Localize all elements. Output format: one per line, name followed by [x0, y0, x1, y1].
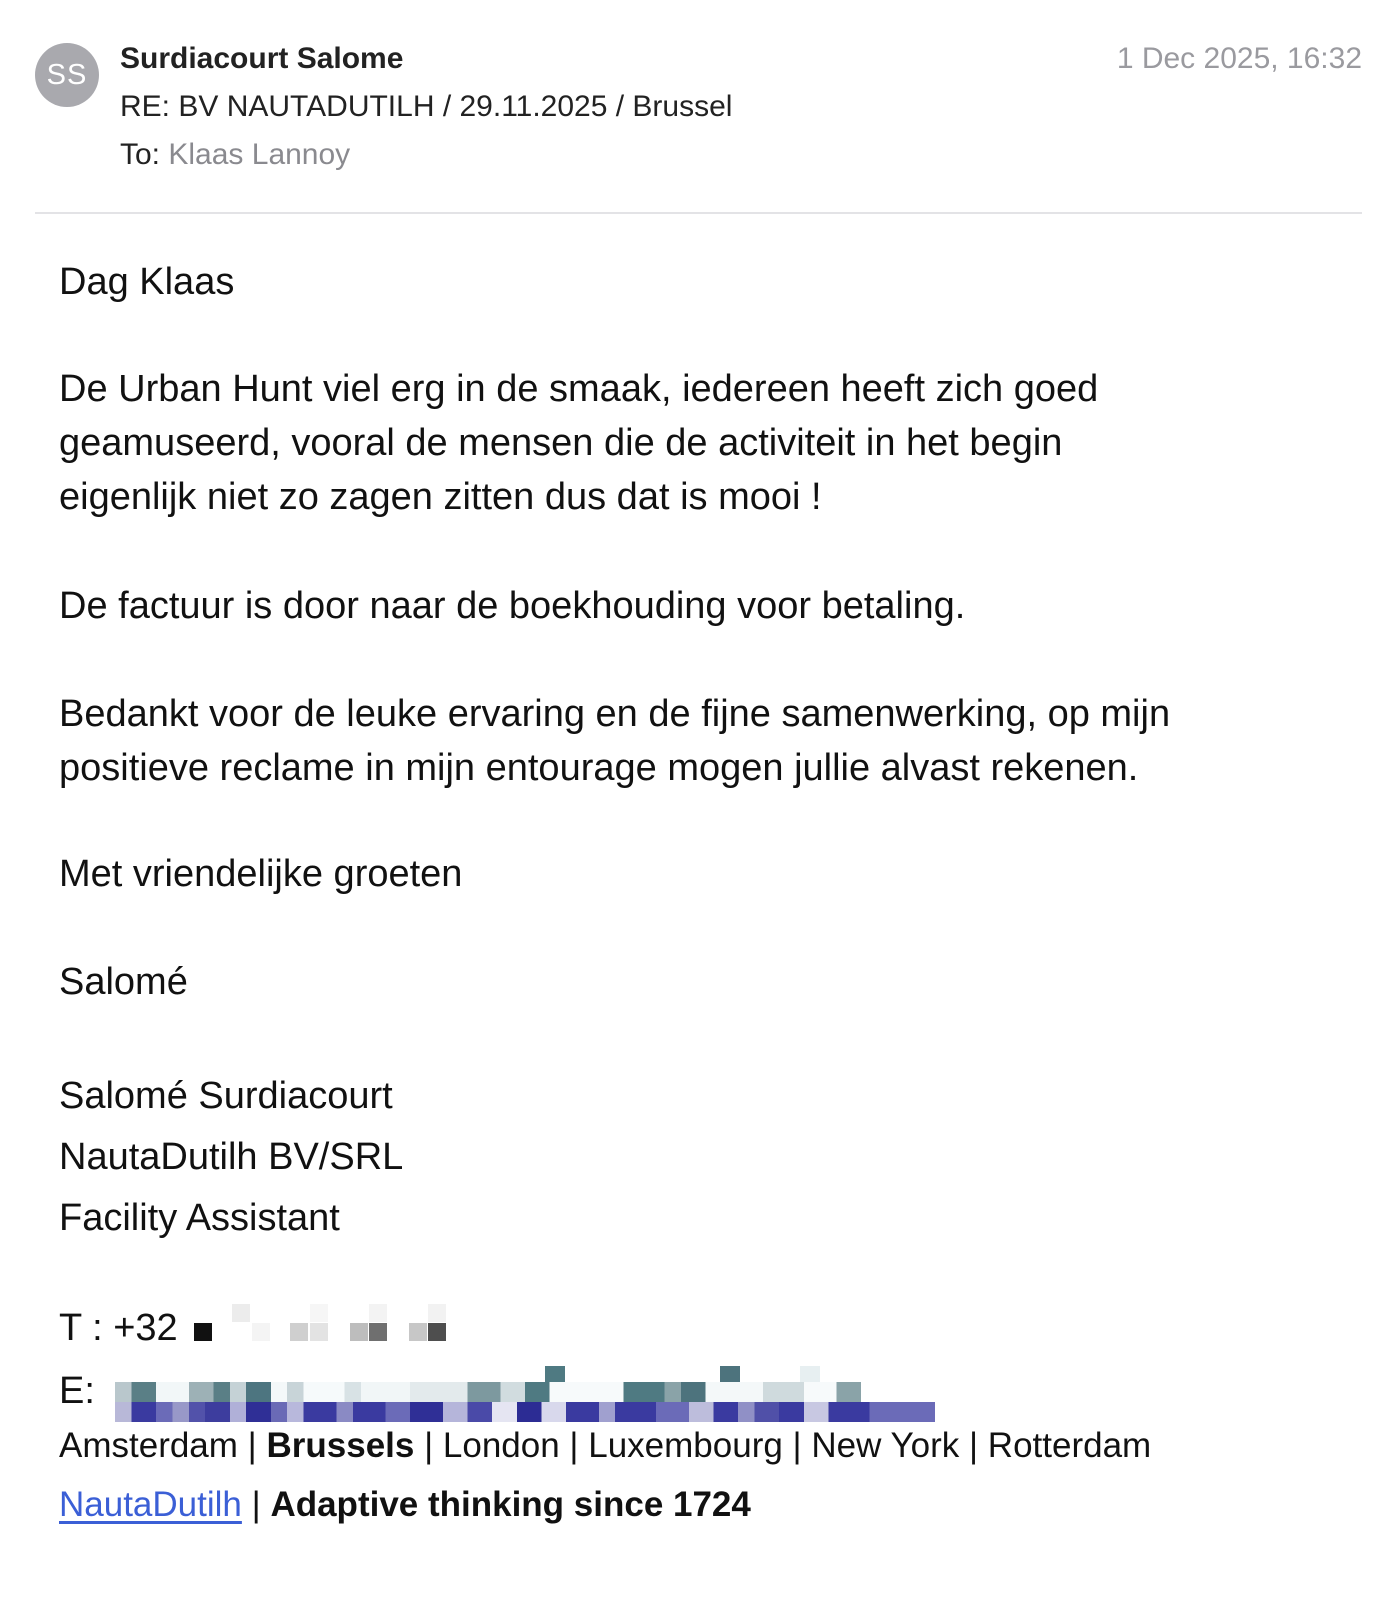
paragraph-invoice: De factuur is door naar de boekhouding voor betaling. [59, 585, 966, 627]
signoff-first-name: Salomé [59, 961, 188, 1003]
pixel-block [545, 1366, 565, 1382]
greeting: Dag Klaas [59, 261, 235, 303]
office-separator: | [959, 1426, 988, 1465]
pixel-block [369, 1304, 387, 1322]
paragraph-line: Bedankt voor de leuke ervaring en de fijne samenwerking, op mijn [59, 693, 1171, 735]
paragraph-line: eigenlijk niet zo zagen zitten dus dat is mooi ! [59, 476, 822, 518]
pixel-block [252, 1323, 270, 1341]
pixel-block [310, 1323, 328, 1341]
signature-full-name: Salomé Surdiacourt [59, 1075, 393, 1117]
phone-label: T : +32 [59, 1307, 178, 1349]
pixel-block [428, 1304, 446, 1322]
tagline-text: Adaptive thinking since 1724 [270, 1485, 751, 1524]
paragraph-line: geamuseerd, vooral de mensen die de activiteit in het begin [59, 422, 1063, 464]
email-header [0, 0, 1394, 214]
paragraph-line: positieve reclame in mijn entourage mogen jullie alvast rekenen. [59, 747, 1139, 789]
tagline-separator: | [241, 1485, 271, 1524]
signature-company: NautaDutilh BV/SRL [59, 1136, 404, 1178]
recipient-line [120, 138, 350, 172]
header-divider [35, 212, 1362, 214]
paragraph-line: De Urban Hunt viel erg in de smaak, iedereen heeft zich goed [59, 368, 1099, 410]
pixel-block [428, 1323, 446, 1341]
office-locations [59, 1426, 1151, 1466]
email-date: 1 Dec 2025, 16:32 [1116, 42, 1362, 75]
sender-name[interactable]: Surdiacourt Salome [120, 42, 404, 75]
office-brussels: Brussels [266, 1426, 415, 1465]
avatar-initials: SS [46, 58, 88, 91]
pixel-block [290, 1323, 308, 1341]
nautadutilh-link[interactable]: NautaDutilh [59, 1485, 242, 1524]
signature-phone [59, 1307, 178, 1350]
closing: Met vriendelijke groeten [59, 853, 463, 895]
office-separator: | [237, 1426, 267, 1465]
office-separator: | [782, 1426, 812, 1465]
office-luxembourg: Luxembourg [588, 1426, 783, 1465]
to-label: To: [120, 138, 161, 171]
pixel-block [232, 1304, 250, 1322]
pixel-block [720, 1366, 740, 1382]
office-rotterdam: Rotterdam [987, 1426, 1152, 1465]
pixel-block [194, 1323, 212, 1341]
office-amsterdam: Amsterdam [59, 1426, 238, 1465]
pixel-block [409, 1323, 427, 1341]
signature-tagline [59, 1485, 751, 1525]
email-label: E: [59, 1370, 95, 1412]
office-separator: | [559, 1426, 589, 1465]
email-subject: RE: BV NAUTADUTILH / 29.11.2025 / Brussel [120, 90, 733, 123]
office-new-york: New York [811, 1426, 960, 1465]
sender-avatar[interactable] [35, 43, 99, 107]
pixel-block [350, 1323, 368, 1341]
pixel-strip [115, 1402, 935, 1422]
pixel-block [369, 1323, 387, 1341]
pixel-strip [115, 1382, 935, 1402]
signature-email [59, 1370, 95, 1413]
pixel-block [800, 1366, 820, 1382]
pixel-block [310, 1304, 328, 1322]
office-london: London [442, 1426, 560, 1465]
signature-role: Facility Assistant [59, 1197, 340, 1239]
recipient-name[interactable]: Klaas Lannoy [168, 138, 351, 171]
office-separator: | [414, 1426, 443, 1465]
